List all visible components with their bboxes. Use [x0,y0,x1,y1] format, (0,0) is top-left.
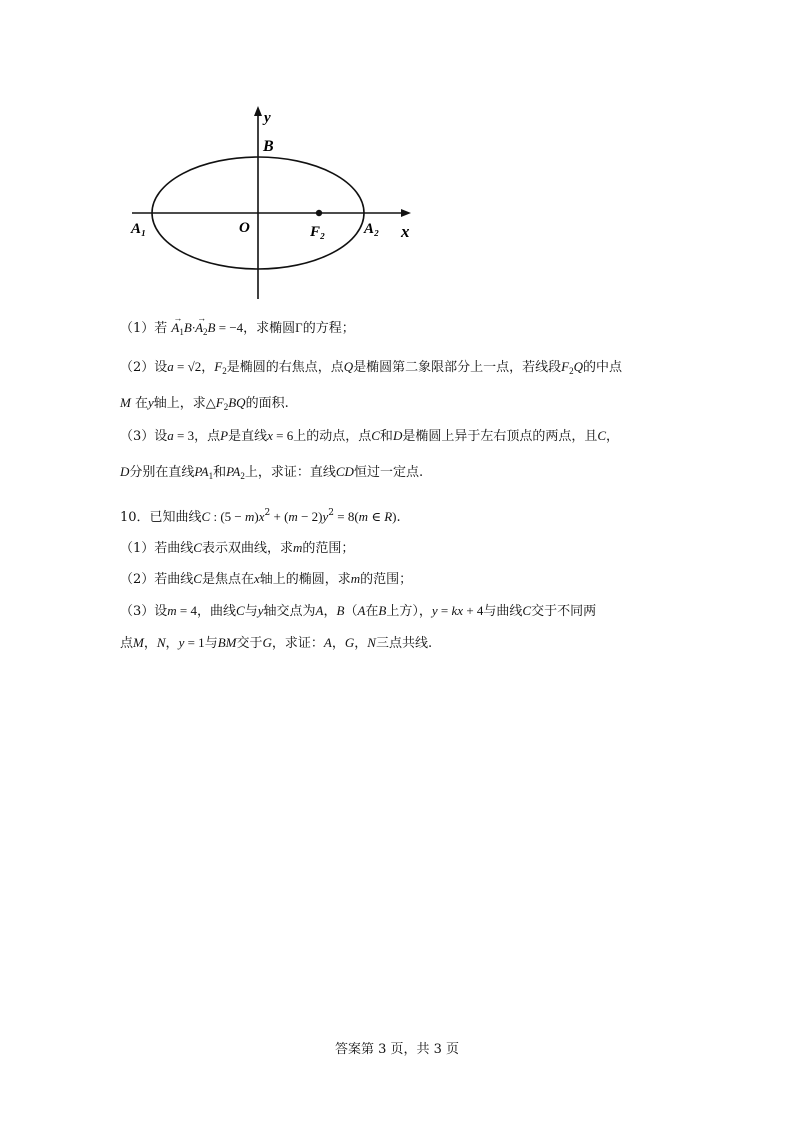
q9-part2-line1: （2）设a = √2，$F_2$是椭圆的右焦点，点Q是椭圆第二象限部分上一点，若线段$F_2Q$的中点 [120,359,622,376]
vector-dot-product: → $A_1B\cdot\to A_2B = -4$ [171,320,243,335]
label-y: y [264,110,271,126]
y-axis-arrow [254,106,262,116]
q9-part1: （1）若 → $A_1B\cdot\to A_2B = -4$，求椭圆Γ的方程； [120,318,355,342]
label-F2: F₂ [310,224,326,240]
q9-part2-line2: M 在y轴上，求$\triangle F_2BQ$的面积. [120,395,289,412]
page-footer: 答案第 3 页，共 3 页 [334,1042,460,1057]
q10-title: 10．已知曲线C : $(5 - m)x^2 + (m - 2)y^2 = 8(m$ ∈ R). [120,508,401,525]
label-x: x [401,222,410,241]
ellipse-figure [120,100,430,305]
q10-part3-line2: 点M，N，y = 1与BM交于G，求证：A，G，N三点共线. [120,635,433,651]
label-B: B [263,138,274,155]
q9-part3-line2: D分别在直线$PA_1$和$PA_2$上，求证：直线CD恒过一定点. [120,464,424,481]
q9-part3-line1: （3）设a = 3，点P是直线x = 6上的动点，点C和D是椭圆上异于左右顶点的两点，且C， [120,428,620,444]
q10-part3-line1: （3）设m = 4，曲线C与y轴交点为A，B（A在B上方），y = kx + 4与曲线C交于不同两 [120,603,597,619]
ellipse-diagram [120,100,430,305]
q10-part1: （1）若曲线C表示双曲线，求m的范围； [120,540,355,556]
label-O: O [239,220,250,236]
x-axis-arrow [401,209,411,217]
focus-point [316,210,322,216]
q10-part2: （2）若曲线C是焦点在x轴上的椭圆，求m的范围； [120,571,413,587]
label-A1: A₁ [131,221,147,237]
label-A2: A₂ [364,221,380,237]
